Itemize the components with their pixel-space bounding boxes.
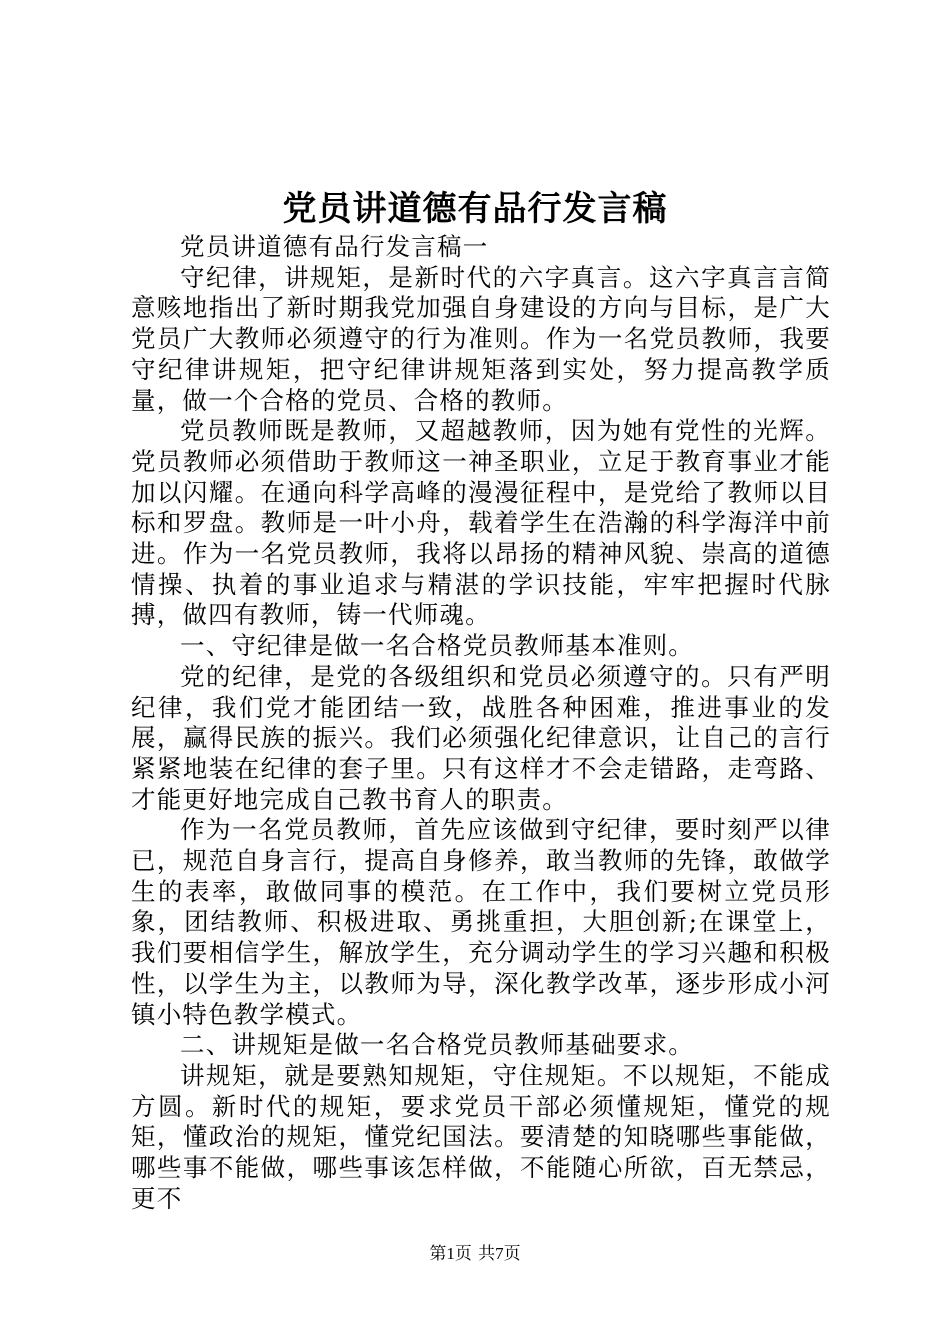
page-number: 第1页	[429, 1244, 472, 1263]
section-heading: 一、守纪律是做一名合格党员教师基本准则。	[180, 631, 694, 661]
section-heading: 二、讲规矩是做一名合格党员教师基础要求。	[180, 1030, 694, 1060]
paragraph: 党的纪律，是党的各级组织和党员必须遵守的。只有严明纪律，我们党才能团结一致，战胜各种困难，推进事业的发展，赢得民族的振兴。我们必须强化纪律意识，让自己的言行紧紧地装在纪律的套子里。只有这样才不会走错路，走弯路、才能更好地完成自己教书育人的职责。	[131, 661, 831, 814]
paragraph-subtitle: 党员讲道德有品行发言稿一	[180, 232, 489, 261]
page-total: 共7页	[478, 1244, 521, 1263]
page-footer	[0, 1243, 950, 1265]
document-title: 党员讲道德有品行发言稿	[282, 189, 668, 229]
document-body	[131, 232, 831, 1215]
paragraph: 讲规矩，就是要熟知规矩，守住规矩。不以规矩，不能成方圆。新时代的规矩，要求党员干部必须懂规矩，懂党的规矩，懂政治的规矩，懂党纪国法。要清楚的知晓哪些事能做，哪些事不能做，哪些事该怎样做，不能随心所欲，百无禁忌，更不	[131, 1060, 831, 1213]
paragraph: 守纪律，讲规矩，是新时代的六字真言。这六字真言言简意赅地指出了新时期我党加强自身建设的方向与目标，是广大党员广大教师必须遵守的行为准则。作为一名党员教师，我要守纪律讲规矩，把守纪律讲规矩落到实处，努力提高教学质量，做一个合格的党员、合格的教师。	[131, 262, 831, 415]
paragraph: 作为一名党员教师，首先应该做到守纪律，要时刻严以律已，规范自身言行，提高自身修养，敢当教师的先锋，敢做学生的表率，敢做同事的模范。在工作中，我们要树立党员形象，团结教师、积极进取、勇挑重担，大胆创新;在课堂上，我们要相信学生，解放学生，充分调动学生的学习兴趣和积极性，以学生为主，以教师为导，深化教学改革，逐步形成小河镇小特色教学模式。	[131, 815, 831, 1029]
paragraph: 党员教师既是教师，又超越教师，因为她有党性的光辉。党员教师必须借助于教师这一神圣职业，立足于教育事业才能加以闪耀。在通向科学高峰的漫漫征程中，是党给了教师以目标和罗盘。教师是一叶小舟，载着学生在浩瀚的科学海洋中前进。作为一名党员教师，我将以昂扬的精神风貌、崇高的道德情操、执着的事业追求与精湛的学识技能，牢牢把握时代脉搏，做四有教师，铸一代师魂。	[131, 416, 831, 630]
